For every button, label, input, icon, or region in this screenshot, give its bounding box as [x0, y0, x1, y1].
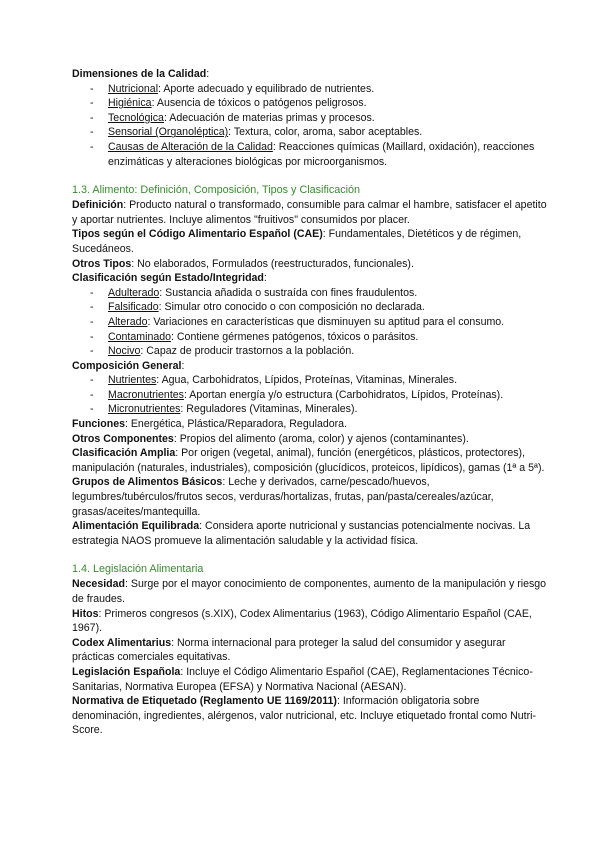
list-item: - Alterado: Variaciones en características que disminuyen su aptitud para el consumo.: [108, 315, 550, 330]
section-heading-1-4: 1.4. Legislación Alimentaria: [72, 563, 204, 576]
list-item: - Macronutrientes: Aportan energía y/o estructura (Carbohidratos, Lípidos, Proteínas).: [108, 388, 550, 403]
etiquetado-paragraph: Normativa de Etiquetado (Reglamento UE 1169/2011): Información obligatoria sobre denominación, ingredientes, alérgenos, valor nutricional, etc. Incluye etiquetado frontal como Nutri-Score.: [72, 695, 537, 737]
hitos-paragraph: Hitos: Primeros congresos (s.XIX), Codex Alimentarius (1963), Código Alimentario Español (CAE, 1967).: [72, 607, 532, 635]
list-item: - Falsificado: Simular otro conocido o con composición no declarada.: [108, 300, 550, 315]
list-item: - Micronutrientes: Reguladores (Vitaminas, Minerales).: [108, 402, 550, 417]
legislacion-paragraph: Legislación Española: Incluye el Código Alimentario Español (CAE), Reglamentaciones Técnico-Sanitarias, Normativa Europea (EFSA) y Normativa Nacional (AESAN).: [72, 665, 533, 693]
clasificacion-estado-list: [72, 286, 550, 359]
clasificacion-estado-title: Clasificación según Estado/Integridad:: [72, 272, 267, 285]
codex-paragraph: Codex Alimentarius: Norma internacional para proteger la salud del consumidor y asegurar prácticas comerciales equitativas.: [72, 636, 506, 664]
list-item: - Nocivo: Capaz de producir trastornos a la población.: [108, 344, 550, 359]
funciones-paragraph: Funciones: Energética, Plástica/Reparadora, Reguladora.: [72, 418, 347, 431]
grupos-paragraph: Grupos de Alimentos Básicos: Leche y derivados, carne/pescado/huevos, legumbres/tubérculos/frutos secos, verduras/hortalizas, frutas, pan/pasta/cereales/azúcar, grasas/aceites/mantequilla.: [72, 476, 494, 518]
otros-componentes-paragraph: Otros Componentes: Propios del alimento (aroma, color) y ajenos (contaminantes).: [72, 432, 469, 445]
list-item: - Contaminado: Contiene gérmenes patógenos, tóxicos o parásitos.: [108, 330, 550, 345]
composicion-list: [72, 373, 550, 417]
tipos-cae-paragraph: Tipos según el Código Alimentario Español (CAE): Fundamentales, Dietéticos y de régimen, Sucedáneos.: [72, 228, 522, 255]
dimensiones-title: Dimensiones de la Calidad:: [72, 68, 210, 80]
composicion-title: Composición General:: [72, 359, 185, 372]
definicion-paragraph: Definición: Producto natural o transformado, consumible para calmar el hambre, satisfacer el apetito y aportar nutrientes. Incluye alimentos "fruitivos" consumidos por placer.: [72, 199, 547, 226]
clasificacion-amplia-paragraph: Clasificación Amplia: Por origen (vegetal, animal), función (energéticos, plásticos, protectores), manipulación (naturales, industriales), composición (glucídicos, proteicos, lipídicos), gamas (1ª a 5ª).: [72, 447, 545, 474]
list-item: - Adulterado: Sustancia añadida o sustraída con fines fraudulentos.: [108, 286, 550, 301]
necesidad-paragraph: Necesidad: Surge por el mayor conocimiento de componentes, aumento de la manipulación y riesgo de fraudes.: [72, 578, 547, 605]
list-item: - Tecnológica: Adecuación de materias primas y procesos.: [108, 111, 550, 126]
section-heading-1-3: 1.3. Alimento: Definición, Composición, Tipos y Clasificación: [72, 184, 361, 197]
list-item: - Nutrientes: Agua, Carbohidratos, Lípidos, Proteínas, Vitaminas, Minerales.: [108, 373, 550, 388]
alimentacion-paragraph: Alimentación Equilibrada: Considera aporte nutricional y sustancias potencialmente nocivas. La estrategia NAOS promueve la alimentación saludable y la actividad física.: [72, 520, 531, 547]
list-item: - Sensorial (Organoléptica): Textura, color, aroma, sabor aceptables.: [108, 125, 550, 140]
list-item: - Higiénica: Ausencia de tóxicos o patógenos peligrosos.: [108, 96, 550, 111]
dimensiones-list: [72, 82, 550, 170]
list-item: - Causas de Alteración de la Calidad: Reacciones químicas (Maillard, oxidación), reacciones enzimáticas y alteraciones biológicas por microorganismos.: [108, 140, 550, 169]
otros-tipos-paragraph: Otros Tipos: No elaborados, Formulados (reestructurados, funcionales).: [72, 257, 414, 270]
list-item: - Nutricional: Aporte adecuado y equilibrado de nutrientes.: [108, 82, 550, 97]
